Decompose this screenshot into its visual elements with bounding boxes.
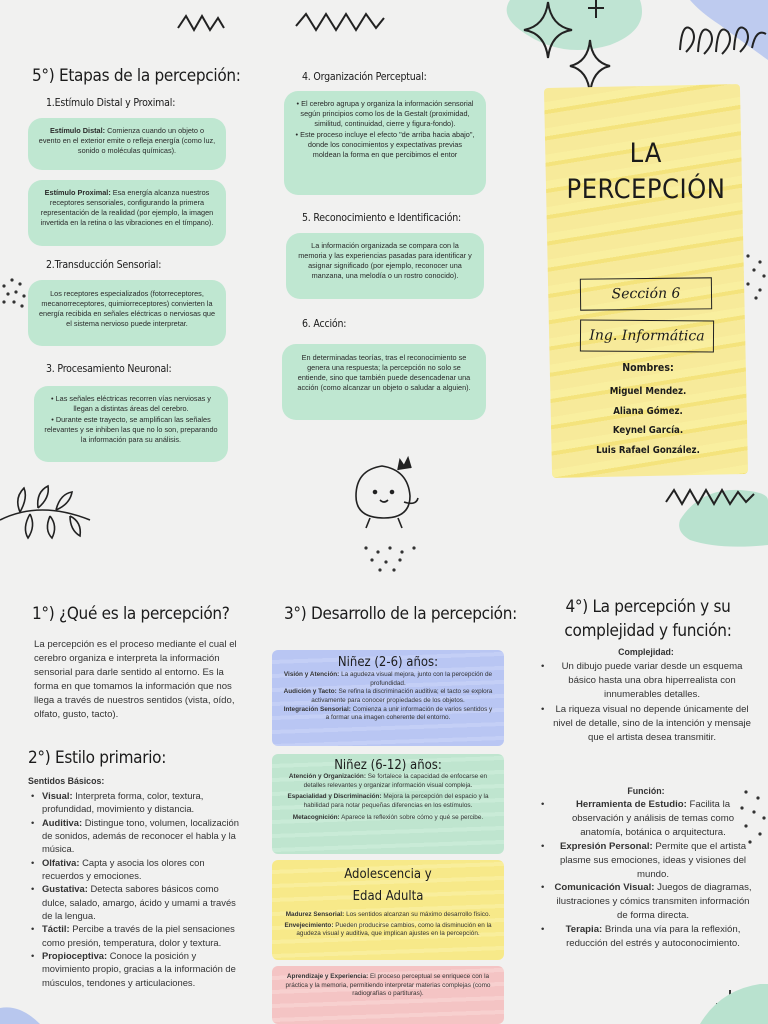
item-term: Audición y Tacto: [283,688,337,696]
dots-doodle-left [2,278,25,307]
experience-items [272,966,504,999]
list-item [540,923,754,951]
late-childhood-band [272,754,504,854]
sense-text: Interpreta forma, color, textura, profundidad, movimiento y distancia. [42,790,204,815]
stage-6-title: 6. Acción: [302,318,347,330]
blue-blob-bottom-left [0,1007,40,1024]
item-text: Permite que el artista plasme sus emociones, ideas y visiones del mundo. [559,840,747,880]
adulthood-title-2: Edad Adulta [352,889,424,904]
sense-term: Táctil: [42,923,70,935]
list-item [30,816,242,856]
function-list [540,798,754,951]
item-term: Visión y Atención: [283,671,340,678]
cover-title-line1: LA [629,138,663,169]
stage-1-title: 1.Estímulo Distal y Proximal: [46,97,176,109]
early-childhood-title: Niñez (2-6) años: [337,655,439,670]
name-item: Aliana Gómez. [613,405,683,417]
late-childhood-items [272,773,504,822]
item-text: Pueden producirse cambios, como la disminución en la agudeza visual y auditiva, que implican ajustes en la percepción. [296,921,492,938]
question-4-title-1: 4°) La percepción y su [565,597,731,617]
item-term: Integración Sensorial: [283,705,351,713]
item-term: Herramienta de Estudio: [575,799,687,810]
senses-label: Sentidos Básicos: [28,776,105,786]
list-item [282,911,494,920]
item-text: Facilita la observación y análisis de temas como anatomía, botánica o arquitectura. [571,799,735,838]
item-term: Envejecimiento: [284,921,334,929]
list-item [282,773,494,790]
senses-list [30,789,242,989]
late-childhood-title: Niñez (6-12) años: [334,758,442,773]
list-item: • Durante este trayecto, se amplifican las señales relevantes y se inhiben las que no lo son, preparando la información para su análisis. [44,415,218,445]
green-blob-bottom-right [700,984,768,1024]
leaf-branch-doodle [0,486,90,538]
distal-stimulus-card [28,118,226,170]
item-term: Metacognición: [292,813,340,821]
green-blob-top-right [507,0,642,50]
sense-term: Gustativa: [42,883,88,895]
distal-text: Comienza cuando un objeto o evento en el exterior emite o refleja energía (como luz, sonido o moléculas químicas). [38,126,216,156]
list-item [540,798,754,840]
list-item [282,706,494,723]
career-box [580,320,714,353]
question-2-title: 2°) Estilo primario: [28,748,167,768]
mascot-drawing [356,458,418,528]
zigzag-doodle-top-middle [296,14,384,30]
transduction-card: Los receptores especializados (fotorreceptores, mecanorreceptores, quimiorreceptores) convierten la energía recibida en señales eléctricas o nerviosas que el sistema nervioso puede interpretar. [28,280,226,346]
perceptual-organization-card [284,91,486,195]
item-term: Comunicación Visual: [554,882,655,894]
item-text: El proceso perceptual se enriquece con la práctica y la memoria, permitiendo interpretar materias complejas (como radiografías o partituras). [285,973,491,998]
item-text: Juegos de diagramas, ilustraciones y cómics transmiten información de forma directa. [556,882,752,922]
recognition-card: La información organizada se compara con la memoria y las experiencias pasadas para identificar y asignar significado (por ejemplo, reconocer una manzana, una melodía o un rostro conocido). [286,233,484,299]
section-label: Sección 6 [611,285,681,303]
question-1-title: 1°) ¿Qué es la percepción? [32,604,230,624]
item-text: Se refina la discriminación auditiva; el tacto se explora activamente para conocer propiedades de los objetos. [311,688,493,704]
stage-2-title: 2.Transducción Sensorial: [46,259,162,271]
stage-4-title: 4. Organización Perceptual: [302,71,427,83]
item-term: Aprendizaje y Experiencia: [286,973,369,980]
complexity-label: Complejidad: [618,647,674,657]
item-term: Atención y Organización: [288,773,366,780]
item-text: Brinda una vía para la reflexión, reducción del estrés y autoconocimiento. [566,924,741,950]
list-item [282,671,494,688]
list-item [540,881,754,923]
list-item [282,922,494,939]
list-item [282,814,494,823]
list-item [284,973,492,999]
dots-doodle-middle [364,546,415,571]
neural-processing-card [34,386,228,462]
list-item [30,882,242,922]
question-4-title-2: complejidad y función: [564,621,732,641]
green-blob-mid-right [679,490,768,547]
list-item: • La riqueza visual no depende únicamente del nivel de detalle, sino de la intención y mensaje que el artista desea transmitir. [540,703,752,745]
sense-text: Conoce la posición y movimiento propio, gracias a la información de músculos, tendones y articulaciones. [42,950,236,988]
proximal-text: Esa energía alcanza nuestros receptores sensoriales, configurando la primera representación de la realidad (por ejemplo, la imagen invertida en la retina o las vibraciones en el tímpano). [40,188,214,228]
early-childhood-items [272,670,504,724]
sense-text: Distingue tono, volumen, localización de sonidos, además de reconocer el habla y la música. [42,816,239,855]
item-text: Los sentidos alcanzan su máximo desarrollo físico. [344,911,491,918]
list-item [30,789,242,816]
function-label: Función: [627,786,665,796]
adulthood-title-1: Adolescencia y [344,867,432,882]
sense-text: Capta y asocia los olores con recuerdos y emociones. [42,856,205,882]
distal-term: Estímulo Distal: [49,126,106,135]
sense-term: Olfativa: [42,856,80,868]
early-childhood-band [272,650,504,746]
blue-blob-top-right [690,0,768,60]
sense-term: Propioceptiva: [42,950,108,962]
zigzag-doodle-top-left [178,16,224,30]
list-item [282,688,494,705]
stages-title: 5°) Etapas de la percepción: [32,66,241,86]
adulthood-band [272,860,504,960]
list-item [282,793,494,810]
section-box [580,277,712,310]
question-3-title: 3°) Desarrollo de la percepción: [284,604,517,624]
item-text: Mejora la percepción del espacio y la habilidad para notar pequeñas diferencias en los estímulos. [303,793,489,809]
list-item [30,949,242,989]
list-item: • Un dibujo puede variar desde un esquema básico hasta una obra hiperrealista con innumerables detalles. [540,660,752,702]
names-list [548,382,748,460]
item-text: Aparece la reflexión sobre cómo y qué se percibe. [339,813,484,821]
name-item: Miguel Mendez. [609,386,687,397]
cover-title-line2: PERCEPCIÓN [566,174,726,205]
list-item: • El cerebro agrupa y organiza la información sensorial según principios como los de la Gestalt (proximidad, similitud, continuidad, cierre y figura-fondo). [294,99,476,129]
sense-text: Detecta sabores básicos como dulce, salado, amargo, ácido y umami a través de la lengua. [42,883,236,922]
action-card: En determinadas teorías, tras el reconocimiento se genera una respuesta; la percepción no solo se entiende, sino que también puede desencadenar una acción (como alcanzar un objeto o saludar a alguien). [282,344,486,420]
proximal-term: Estímulo Proximal: [44,188,111,197]
adulthood-items [272,908,504,939]
experience-band [272,966,504,1024]
names-label: Nombres: [622,362,674,374]
item-text: Se fortalece la capacidad de enfocarse en detalles relevantes y organizar información visual compleja. [303,773,488,789]
list-item [30,922,242,949]
item-term: Expresión Personal: [559,840,653,852]
item-text: Comienza a unir información de varios sentidos y a formar una imagen coherente del entorno. [325,705,493,722]
name-item: Keynel García. [612,425,684,436]
item-term: Terapia: [565,924,603,936]
item-text: La agudeza visual mejora, junto con la percepción de profundidad. [339,671,493,687]
sense-term: Auditiva: [42,816,83,828]
item-term: Madurez Sensorial: [285,911,345,918]
list-item: • Este proceso incluye el efecto "de arriba hacia abajo", donde los conocimientos y expectativas previas moldean la forma en que percibimos el entor [294,130,476,160]
complexity-list [540,660,752,744]
sense-text: Percibe a través de la piel sensaciones como presión, temperatura, dolor y textura. [42,923,235,948]
stage-5-title: 5. Reconocimiento e Identificación: [302,212,462,224]
career-label: Ing. Informática [589,327,705,345]
question-1-text: La percepción es el proceso mediante el cual el cerebro organiza e interpreta la información sensorial para darle sentido al entorno. Es la forma en que tomamos la información que nos llega a través de nuestros sentidos (vista, oído, olfato, gusto, tacto). [34,639,237,720]
item-term: Espacialidad y Discriminación: [287,793,382,801]
sense-term: Visual: [42,790,73,801]
stage-3-title: 3. Procesamiento Neuronal: [46,363,172,375]
proximal-stimulus-card [28,180,226,246]
list-item [30,856,242,883]
list-item: • Las señales eléctricas recorren vías nerviosas y llegan a distintas áreas del cerebro. [44,394,218,414]
list-item [540,840,754,882]
name-item: Luis Rafael González. [596,444,700,456]
